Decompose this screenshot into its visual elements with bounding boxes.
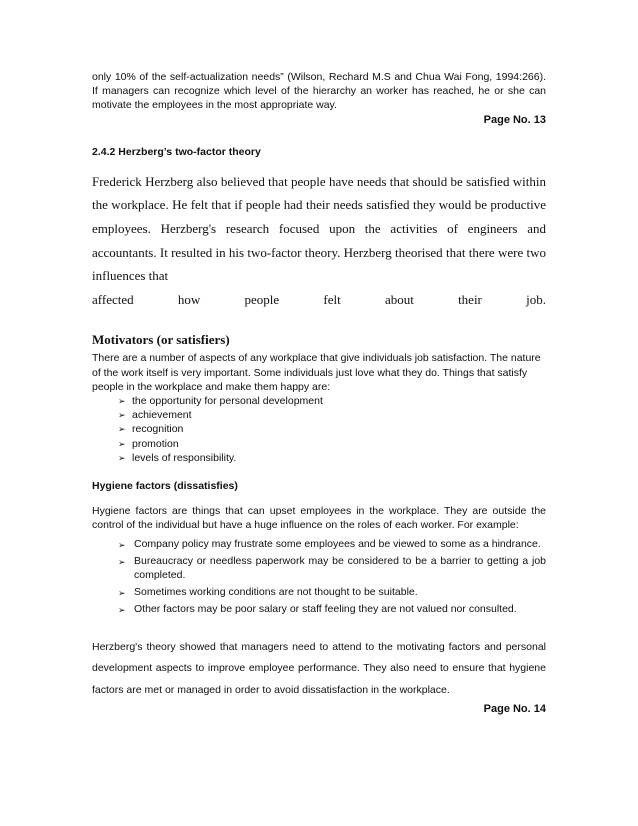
motivators-list [92, 394, 546, 465]
arrow-bullet-icon: ➢ [118, 438, 126, 449]
arrow-bullet-icon: ➢ [118, 424, 126, 435]
arrow-bullet-icon: ➢ [118, 452, 126, 463]
word: their [458, 291, 482, 307]
word: affected [92, 291, 134, 307]
list-item: ➢ promotion [118, 437, 179, 450]
arrow-bullet-icon: ➢ [118, 395, 126, 406]
page-number-14: Page No. 14 [483, 703, 546, 716]
arrow-bullet-icon: ➢ [118, 410, 126, 421]
list-item: ➢ Other factors may be poor salary or staff feeling they are not valued nor consulted. [118, 602, 546, 616]
arrow-bullet-icon: ➢ [118, 588, 126, 599]
herzberg-last-line [92, 288, 546, 312]
motivators-intro: There are a number of aspects of any workplace that give individuals job satisfaction. The nature of the work itself is very important. Some individuals just love what they do. Things that satisfy people in the workplace and make them happy are: [92, 352, 541, 393]
word: about [384, 291, 414, 307]
top-paragraph: only 10% of the self-actualization needs” (Wilson, Rechard M.S and Chua Wai Fong, 1994:266). If managers can recognize which level of the hierarchy an worker has reached, he or she can motivate the employees in the most appropriate way. [92, 71, 546, 112]
hygiene-intro: Hygiene factors are things that can upset employees in the workplace. They are outside the control of the individual but have a huge influence on the roles of each worker. For example: [92, 505, 546, 532]
list-item: ➢ levels of responsibility. [118, 451, 237, 464]
document-page [92, 70, 546, 715]
arrow-bullet-icon: ➢ [118, 539, 126, 550]
list-item: ➢ Company policy may frustrate some employees and be viewed to some as a hindrance. [118, 537, 546, 551]
word: felt [323, 291, 341, 307]
word: how [177, 291, 201, 307]
arrow-bullet-icon: ➢ [118, 605, 126, 616]
list-item: ➢ the opportunity for personal development [118, 394, 323, 407]
closing-paragraph: Herzberg's theory showed that managers need to attend to the motivating factors and personal development aspects to improve employee performance. They also need to ensure that hygiene factors are met or managed in order to avoid dissatisfaction in the workplace. [92, 640, 546, 696]
section-heading: 2.4.2 Herzberg’s two-factor theory [92, 145, 261, 158]
motivators-heading: Motivators (or satisfiers) [92, 332, 230, 348]
herzberg-paragraph: Frederick Herzberg also believed that people have needs that should be satisfied within the workplace. He felt that if people had their needs satisfied they would be productive employees. Herzberg's research focused upon the activities of engineers and accountants. It resulted in his two-factor theory. Herzberg theorised that there were two influences that [92, 173, 546, 284]
list-item: ➢ Sometimes working conditions are not thought to be suitable. [118, 585, 546, 599]
hygiene-list [92, 537, 546, 617]
word: people [244, 291, 280, 307]
list-item: ➢ Bureaucracy or needless paperwork may be considered to be a barrier to getting a job completed. [118, 554, 546, 582]
list-item: ➢ achievement [118, 409, 192, 422]
word: job. [526, 291, 546, 307]
arrow-bullet-icon: ➢ [118, 556, 126, 567]
hygiene-heading: Hygiene factors (dissatisfies) [92, 480, 238, 492]
page-number-13: Page No. 13 [483, 113, 546, 126]
list-item: ➢ recognition [118, 423, 184, 436]
